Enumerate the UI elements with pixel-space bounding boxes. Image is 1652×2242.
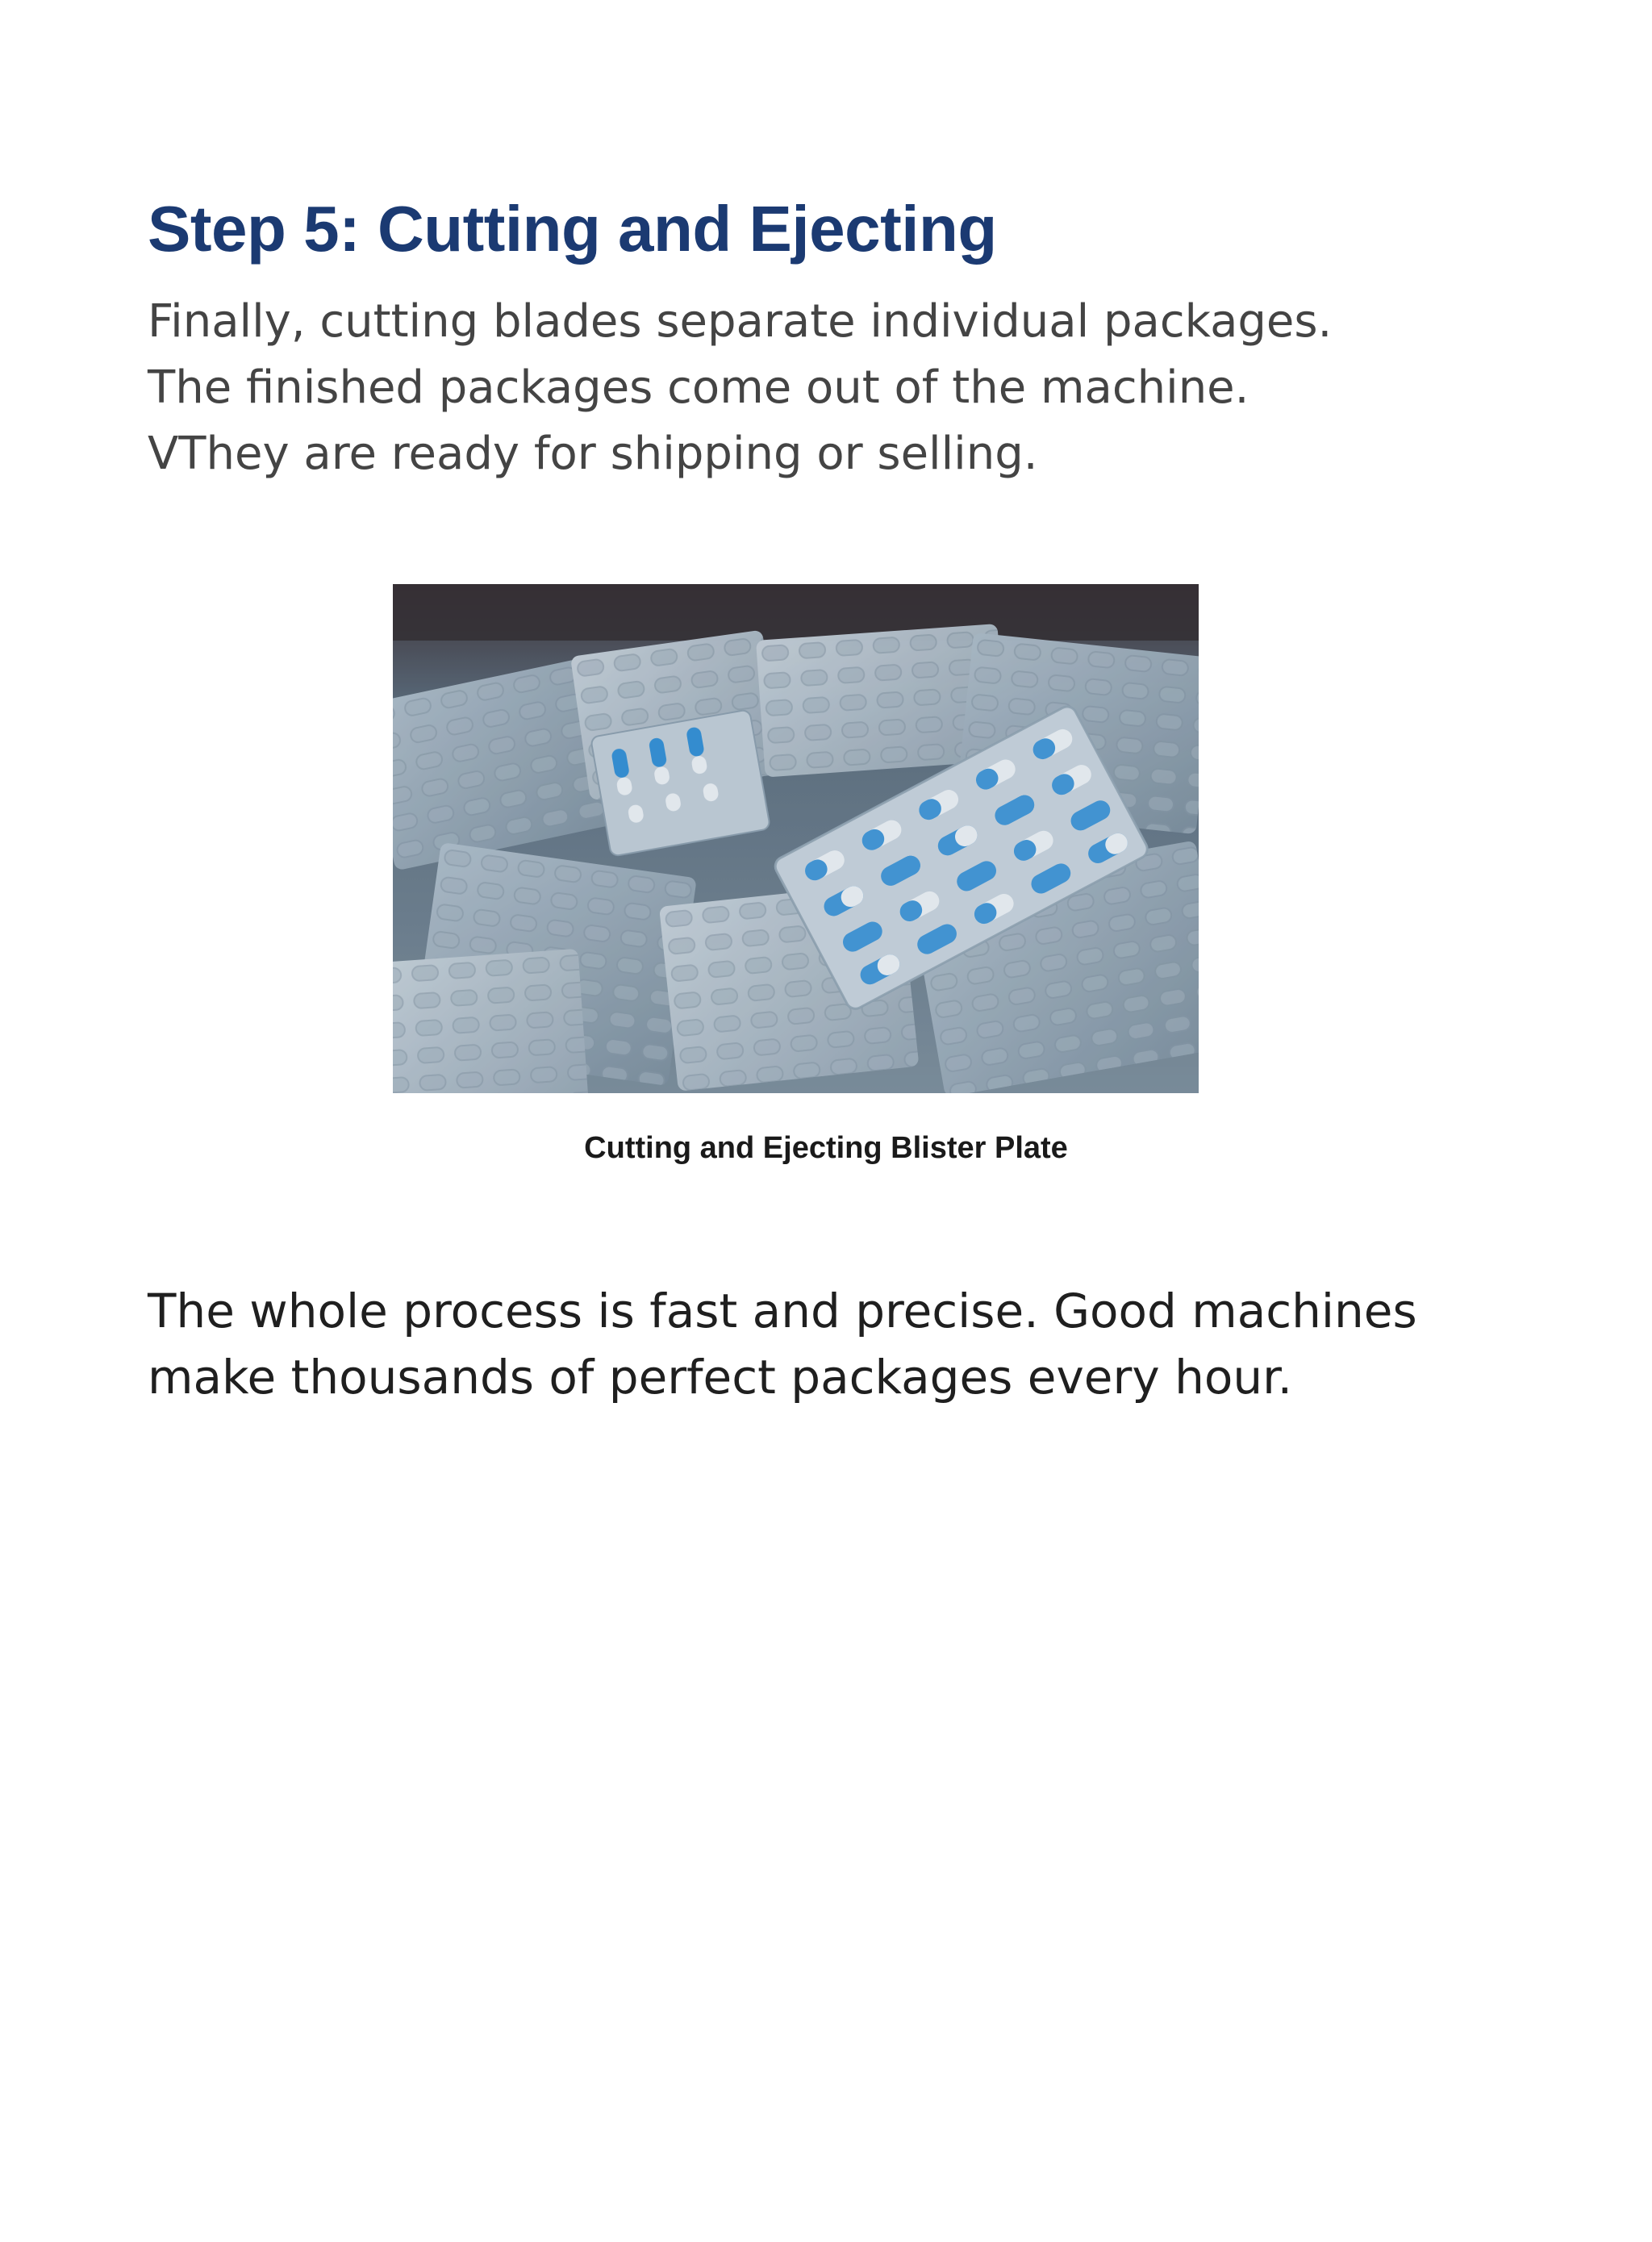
figure-caption: Cutting and Ejecting Blister Plate <box>584 1131 1068 1165</box>
step-heading: Step 5: Cutting and Ejecting <box>148 193 997 265</box>
intro-paragraph <box>148 289 1567 487</box>
closing-line: The whole process is fast and precise. Good machines <box>148 1284 1417 1338</box>
blister-pack-photo <box>393 584 1199 1093</box>
closing-paragraph <box>148 1278 1600 1410</box>
closing-line: make thousands of perfect packages every hour. <box>148 1350 1293 1405</box>
intro-line: The finished packages come out of the machine. <box>148 361 1249 414</box>
intro-line: VThey are ready for shipping or selling. <box>148 428 1038 480</box>
intro-line: Finally, cutting blades separate individual packages. <box>148 295 1333 348</box>
